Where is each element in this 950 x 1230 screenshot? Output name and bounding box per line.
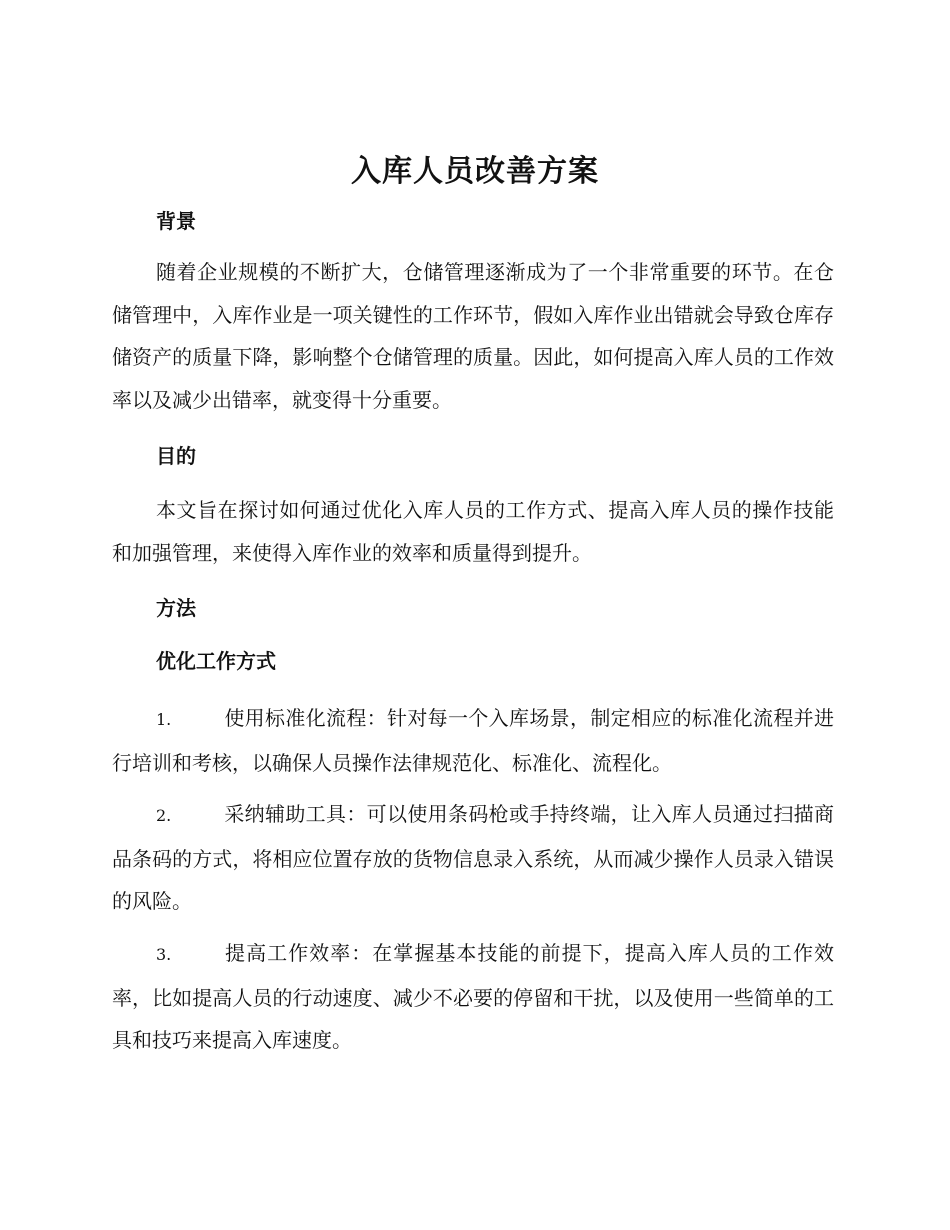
document-title: 入库人员改善方案	[351, 154, 599, 189]
list-item-text: 采纳辅助工具：可以使用条码枪或手持终端，让入库人员通过扫描商品条码的方式，将相应位置存放的货物信息录入系统，从而减少操作人员录入错误的风险。	[112, 802, 834, 913]
list-item-number: 2.	[156, 806, 172, 825]
paragraph-background: 随着企业规模的不断扩大，仓储管理逐渐成为了一个非常重要的环节。在仓储管理中，入库作业是一项关键性的工作环节，假如入库作业出错就会导致仓库存储资产的质量下降，影响整个仓储管理的质量。因此，如何提高入库人员的工作效率以及减少出错率，就变得十分重要。	[112, 260, 834, 412]
list-item	[112, 697, 834, 784]
list-item-number: 1.	[156, 710, 172, 729]
list-item-text: 提高工作效率：在掌握基本技能的前提下，提高入库人员的工作效率，比如提高人员的行动速度、减少不必要的停留和干扰，以及使用一些简单的工具和技巧来提高入库速度。	[112, 941, 834, 1052]
paragraph-purpose: 本文旨在探讨如何通过优化入库人员的工作方式、提高入库人员的操作技能和加强管理，来使得入库作业的效率和质量得到提升。	[112, 498, 834, 565]
list-item-number: 3.	[156, 945, 172, 964]
list-item-text: 使用标准化流程：针对每一个入库场景，制定相应的标准化流程并进行培训和考核，以确保人员操作法律规范化、标准化、流程化。	[112, 706, 834, 775]
list-item	[112, 932, 834, 1062]
section-heading-background: 背景	[156, 209, 196, 233]
list-item	[112, 793, 834, 923]
section-heading-purpose: 目的	[156, 444, 196, 468]
section-heading-method: 方法	[156, 596, 196, 620]
subheading-optimize-work: 优化工作方式	[156, 649, 276, 673]
